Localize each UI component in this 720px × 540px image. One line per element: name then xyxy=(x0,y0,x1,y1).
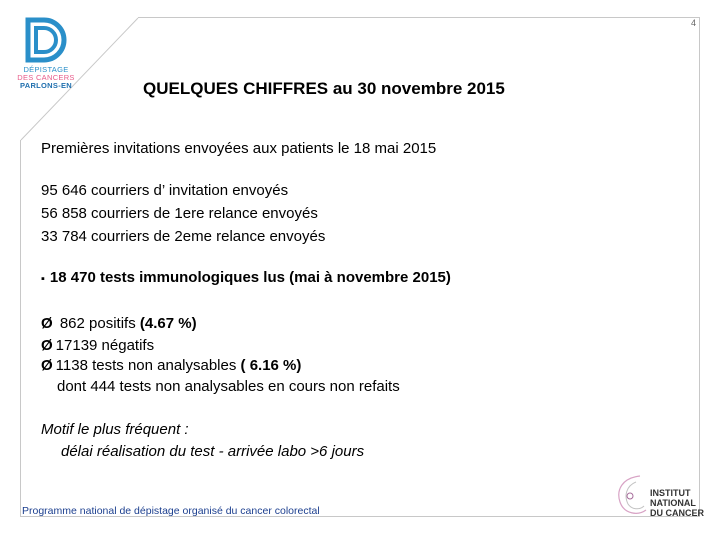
result-positive xyxy=(41,314,197,334)
frame-right-line xyxy=(699,17,700,517)
arrow-icon: Ø xyxy=(41,315,53,332)
motif-detail: délai réalisation du test - arrivée labo >6 jours xyxy=(61,443,365,460)
logo-line-parlons: PARLONS-EN xyxy=(19,81,73,90)
motif-heading: Motif le plus fréquent : xyxy=(41,421,189,438)
result-unanalysable-label: 1138 tests non analysables xyxy=(55,357,241,374)
frame-top-line xyxy=(138,17,700,18)
unanalysable-note: dont 444 tests non analysables en cours non refaits xyxy=(57,378,400,395)
inca-line-cancer: DU CANCER xyxy=(650,508,704,518)
result-negative-label: 17139 négatifs xyxy=(55,337,155,354)
page-number: 4 xyxy=(690,18,696,28)
intro-text: Premières invitations envoyées aux patients le 18 mai 2015 xyxy=(41,140,437,157)
arrow-icon: Ø xyxy=(41,357,53,374)
frame-left-line xyxy=(20,140,21,516)
result-positive-label: 862 positifs xyxy=(55,315,140,332)
result-positive-percent: (4.67 %) xyxy=(139,315,197,332)
arrow-icon: Ø xyxy=(41,337,53,354)
mailing-line-3: 33 784 courriers de 2eme relance envoyés xyxy=(41,228,326,245)
inca-logo xyxy=(610,470,705,520)
result-negative xyxy=(41,336,154,356)
footer-program-text: Programme national de dépistage organisé du cancer colorectal xyxy=(22,505,320,517)
inca-swirl-icon xyxy=(610,470,650,520)
result-unanalysable xyxy=(41,356,301,376)
bullet-icon: ▪ xyxy=(41,273,45,285)
slide-title: QUELQUES CHIFFRES au 30 novembre 2015 xyxy=(143,79,505,98)
inca-line-institut: INSTITUT xyxy=(650,488,691,498)
depistage-logo xyxy=(16,14,76,90)
d-logo-icon xyxy=(20,14,72,66)
inca-line-national: NATIONAL xyxy=(650,498,696,508)
tests-summary xyxy=(41,268,451,289)
logo-line-depistage: DÉPISTAGE xyxy=(23,65,69,74)
mailing-line-1: 95 646 courriers d’ invitation envoyés xyxy=(41,182,289,199)
logo-line-cancers: DES CANCERS xyxy=(17,73,75,82)
tests-summary-text: 18 470 tests immunologiques lus (mai à novembre 2015) xyxy=(49,269,451,286)
mailing-line-2: 56 858 courriers de 1ere relance envoyés xyxy=(41,205,318,222)
result-unanalysable-percent: ( 6.16 %) xyxy=(240,357,302,374)
